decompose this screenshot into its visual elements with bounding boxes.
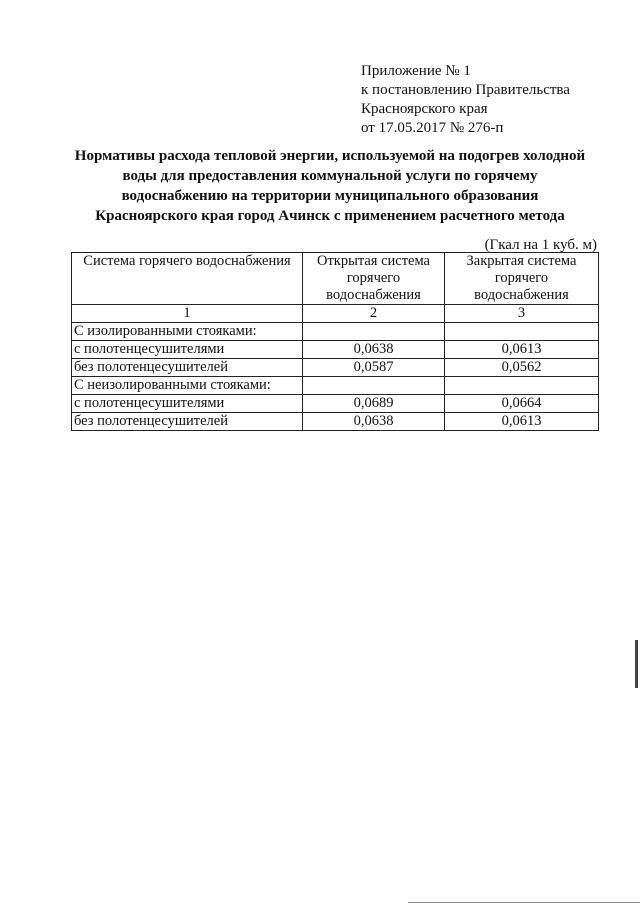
row-open-value: 0,0689 bbox=[303, 395, 445, 413]
row-closed-value: 0,0664 bbox=[445, 395, 599, 413]
unit-label: (Гкал на 1 куб. м) bbox=[484, 237, 597, 253]
row-open-value: 0,0587 bbox=[303, 359, 445, 377]
row-closed-value: 0,0613 bbox=[445, 413, 599, 431]
header-system: Система горячего водоснабжения bbox=[72, 253, 303, 305]
document-title bbox=[60, 146, 600, 226]
header-closed-system: Закрытая система горячего водоснабжения bbox=[445, 253, 599, 305]
row-label: с полотенцесушителями bbox=[72, 395, 303, 413]
row-open-value: 0,0638 bbox=[303, 413, 445, 431]
title-line-1: Нормативы расхода тепловой энергии, используемой на подогрев холодной bbox=[74, 148, 586, 164]
row-closed-value: 0,0562 bbox=[445, 359, 599, 377]
row-label: без полотенцесушителей bbox=[72, 413, 303, 431]
appendix-header bbox=[361, 62, 570, 138]
title-line-4: Красноярского края город Ачинск с применением расчетного метода bbox=[95, 208, 565, 224]
column-number-row bbox=[72, 305, 599, 323]
table-row bbox=[72, 413, 599, 431]
row-closed-value: 0,0613 bbox=[445, 341, 599, 359]
row-label: С неизолированными стояками: bbox=[72, 377, 303, 395]
row-label: без полотенцесушителей bbox=[72, 359, 303, 377]
scan-bottom-line bbox=[408, 902, 640, 903]
row-closed-value bbox=[445, 377, 599, 395]
table-header-row bbox=[72, 253, 599, 305]
column-number-2: 2 bbox=[303, 305, 445, 323]
table-row bbox=[72, 359, 599, 377]
row-closed-value bbox=[445, 323, 599, 341]
header-open-system: Открытая система горячего водоснабжения bbox=[303, 253, 445, 305]
column-number-1: 1 bbox=[72, 305, 303, 323]
row-open-value bbox=[303, 377, 445, 395]
table-row bbox=[72, 341, 599, 359]
appendix-resolution: к постановлению Правительства bbox=[361, 82, 570, 98]
row-open-value: 0,0638 bbox=[303, 341, 445, 359]
title-line-2: воды для предоставления коммунальной услуги по горячему bbox=[122, 168, 538, 184]
table-row bbox=[72, 323, 599, 341]
appendix-number: Приложение № 1 bbox=[361, 63, 471, 79]
table-row bbox=[72, 377, 599, 395]
scan-edge-mark bbox=[635, 640, 638, 688]
table-row bbox=[72, 395, 599, 413]
appendix-region: Красноярского края bbox=[361, 101, 488, 117]
title-line-3: водоснабжению на территории муниципального образования bbox=[121, 188, 539, 204]
row-open-value bbox=[303, 323, 445, 341]
row-label: с полотенцесушителями bbox=[72, 341, 303, 359]
row-label: С изолированными стояками: bbox=[72, 323, 303, 341]
appendix-date: от 17.05.2017 № 276-п bbox=[361, 120, 504, 136]
column-number-3: 3 bbox=[445, 305, 599, 323]
norms-table bbox=[71, 252, 599, 431]
